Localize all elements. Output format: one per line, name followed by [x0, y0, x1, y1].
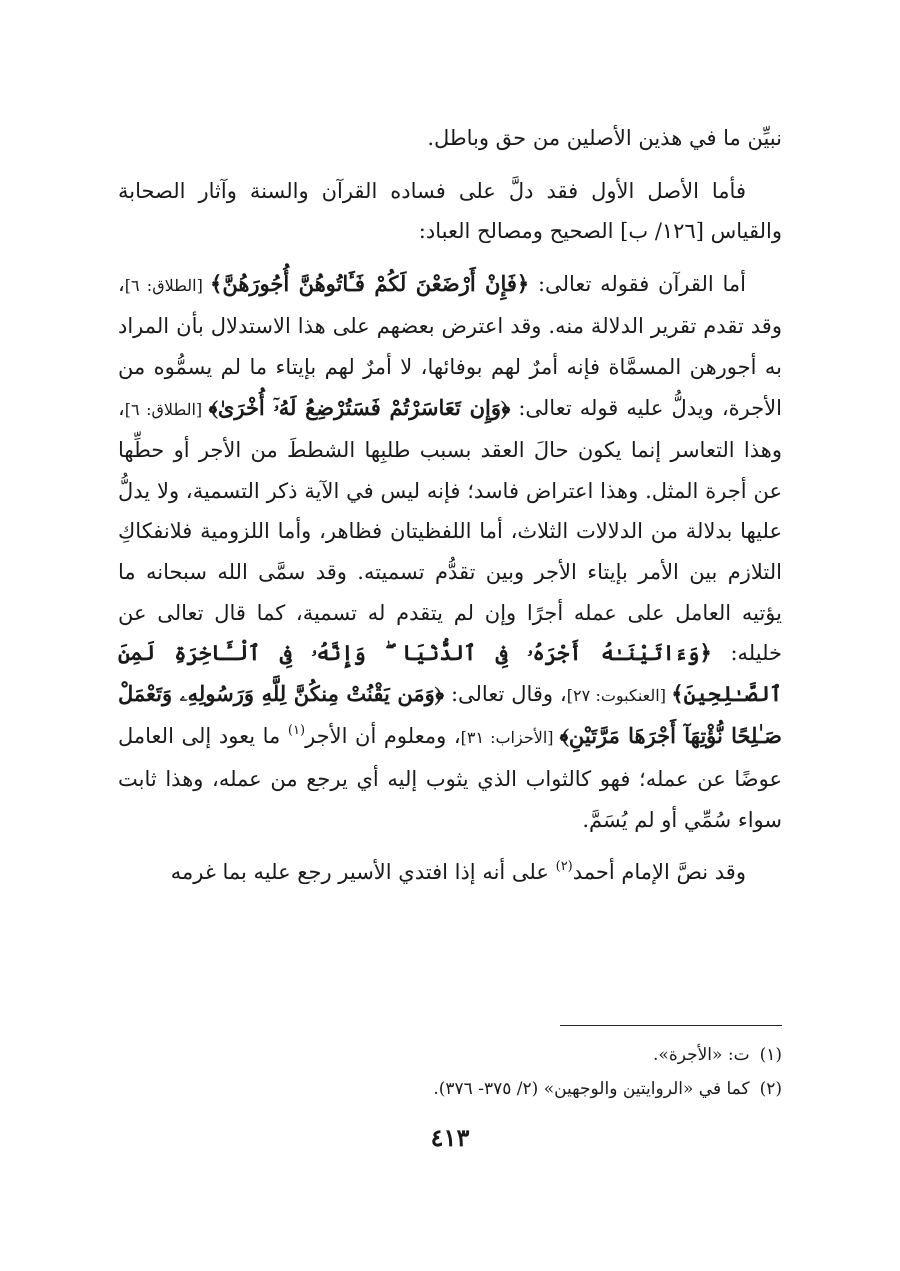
footnote-number: (١)	[759, 1045, 782, 1065]
footnote-ref-2[interactable]: (٢)	[555, 859, 573, 875]
footnote-1	[118, 1038, 782, 1072]
text-segment: ، وقد تقدم تقرير الدلالة منه. وقد اعترض بعضهم على هذا الاستدلال بأن المراد به أجورهن المسمَّاة فإنه أمرٌ لهم بوفائها، لا أمرٌ لهم بإيتاء ما لم يسمُّوه من الأجرة، ويدلُّ عليه قوله تعالى:	[118, 271, 782, 420]
paragraph-4	[118, 852, 782, 893]
page-number: ٤١٣	[430, 1123, 470, 1152]
footnote-text: ت: «الأجرة».	[653, 1045, 750, 1065]
footnotes	[118, 1038, 782, 1106]
body-text	[118, 118, 782, 893]
paragraph-1-text: نبيِّن ما في هذين الأصلين من حق وباطل.	[427, 126, 782, 150]
document-page	[118, 0, 782, 1271]
verse-reference: [الطلاق: ٦]	[124, 275, 211, 295]
text-segment: ، ومعلوم أن الأجر	[305, 724, 461, 749]
quran-verse-ahzab-31: ﴿وَمَن يَقْنُتْ مِنكُنَّ لِلَّهِ وَرَسُولِهِۦ وَتَعْمَلْ صَـٰلِحًا نُّؤْتِهَآ أَجْرَهَا مَرَّتَيْنِ﴾	[118, 680, 782, 749]
verse-reference: [الأحزاب: ٣١]	[460, 728, 560, 748]
footnote-text: كما في «الروايتين والوجهين» (٢/ ٣٧٥- ٣٧٦).	[433, 1079, 750, 1099]
quran-verse-talaq-6b: ﴿وَإِن تَعَاسَرْتُمْ فَسَتُرْضِعُ لَهُۥٓ أُخْرَىٰ﴾	[208, 394, 511, 420]
quran-verse-ankabut-27: ﴿وَءَاتَيْنَـٰهُ أَجْرَهُۥ فِى ٱلدُّنْيَا ۖ وَإِنَّهُۥ فِى ٱلْـَٔاخِرَةِ لَمِنَ ٱلصَّـٰلِحِينَ﴾	[118, 640, 783, 706]
verse-reference: [العنكبوت: ٢٧]	[566, 685, 672, 705]
text-segment: ، وقال تعالى:	[444, 681, 567, 706]
footnote-ref-1[interactable]: (١)	[287, 723, 306, 739]
text-segment: ما يعود إلى العامل عوضًا عن عمله؛ فهو كالثواب الذي يثوب إليه أي يرجع من عمله، وهذا ثابت سواء سُمِّي أو لم يُسَمَّ.	[118, 724, 782, 832]
paragraph-2	[118, 171, 782, 252]
footnote-number: (٢)	[759, 1079, 782, 1099]
text-segment: ، وهذا التعاسر إنما يكون حالَ العقد بسبب طلبِها الشططَ من الأجر أو حطِّها عن أجرة المثل. وهذا اعتراض فاسد؛ فإنه ليس في الآية ذكر التسمية، ولا يدلُّ عليها بدلالة من الدلالات الثلاث، أما اللفظيتان فظاهر، وأما اللزومية فلانفكاكِ التلازم بين الأمر بإيتاء الأجر وبين تقدُّم تسميته. وقد سمَّى الله سبحانه ما يؤتيه العامل على عمله أجرًا وإن لم يتقدم له تسمية، كما قال تعالى عن خليله:	[118, 395, 783, 666]
paragraph-1	[118, 118, 782, 159]
text-segment: وقد نصَّ الإمام أحمد	[572, 860, 746, 885]
footnote-2	[118, 1072, 782, 1106]
paragraph-2-text: فأما الأصل الأول فقد دلَّ على فساده القرآن والسنة وآثار الصحابة والقياس [١٢٦/ ب] الصحيح ومصالح العباد:	[118, 178, 782, 244]
text-segment: أما القرآن فقوله تعالى:	[529, 271, 746, 296]
text-segment: على أنه إذا افتدي الأسير رجع عليه بما غرمه	[170, 860, 556, 885]
verse-reference: [الطلاق: ٦]	[124, 399, 209, 419]
paragraph-3	[118, 264, 782, 840]
quran-verse-talaq-6a: ﴿فَإِنْ أَرْضَعْنَ لَكُمْ فَـَٔاتُوهُنَّ أُجُورَهُنَّ﴾	[210, 270, 530, 296]
footnote-separator	[560, 1025, 782, 1026]
